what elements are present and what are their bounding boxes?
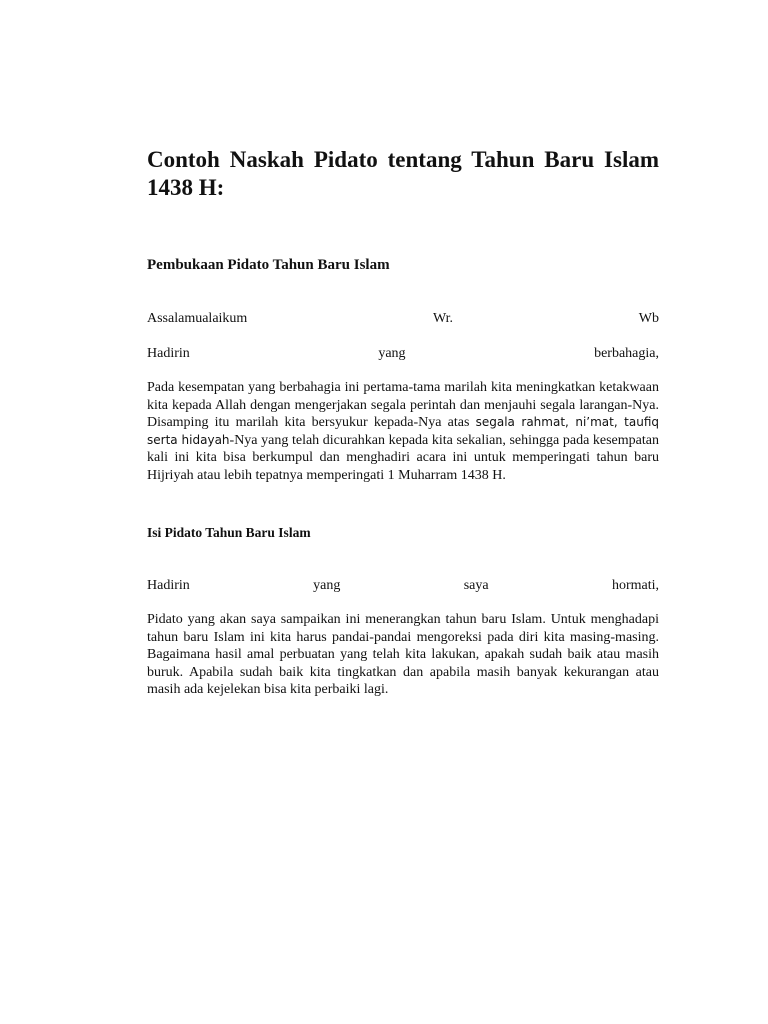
greeting-word: Assalamualaikum bbox=[147, 311, 248, 326]
document-title bbox=[147, 146, 659, 202]
opening-paragraph-mixed-text: segala rahmat, ni’mat, taufiq serta hidayah bbox=[147, 415, 659, 447]
address-word: hormati, bbox=[611, 578, 659, 593]
opening-address-line bbox=[147, 345, 659, 363]
document-title-line-2: 1438 H: bbox=[147, 175, 225, 200]
address-word: saya bbox=[463, 578, 489, 593]
opening-paragraph-text-1: Pada kesempatan yang berbahagia ini pertama-tama marilah kita meningkatkan ketakwaan kita kepada Allah dengan mengerjakan segala perintah dan menjauhi segala larangan-Nya. Disamping itu marilah kita bersyukur kepada-Nya atas bbox=[147, 380, 659, 430]
opening-greeting-line bbox=[147, 310, 659, 328]
content-paragraph: Pidato yang akan saya sampaikan ini menerangkan tahun baru Islam. Untuk menghadapi tahun baru Islam ini kita harus pandai-pandai mengoreksi pada diri kita masing-masing. Bagaimana hasil amal perbuatan yang telah kita lakukan, apakah sudah baik atau masih buruk. Apabila sudah baik kita tingkatkan dan apabila masih banyak kekurangan atau masih ada kejelekan bisa kita perbaiki lagi. bbox=[147, 612, 659, 697]
address-word: Hadirin bbox=[147, 578, 190, 593]
opening-paragraph-text-2: -Nya yang telah dicurahkan kepada kita sekalian, sehingga pada kesempatan kali ini kita bisa berkumpul dan menghadiri acara ini untuk memperingati tahun baru Hijriyah atau lebih tepatnya memperingati 1 Muharram 1438 H. bbox=[147, 432, 659, 483]
content-section-heading: Isi Pidato Tahun Baru Islam bbox=[147, 525, 311, 540]
greeting-word: Wr. bbox=[433, 311, 454, 326]
address-word: yang bbox=[378, 346, 406, 361]
content-address-line bbox=[147, 577, 659, 595]
address-word: berbahagia, bbox=[594, 346, 659, 361]
opening-paragraph bbox=[147, 379, 659, 484]
greeting-word: Wb bbox=[638, 311, 659, 326]
opening-section-heading: Pembukaan Pidato Tahun Baru Islam bbox=[147, 257, 390, 273]
document-title-line-1: Contoh Naskah Pidato tentang Tahun Baru Islam bbox=[147, 147, 659, 172]
address-word: yang bbox=[313, 578, 341, 593]
address-word: Hadirin bbox=[147, 346, 190, 361]
